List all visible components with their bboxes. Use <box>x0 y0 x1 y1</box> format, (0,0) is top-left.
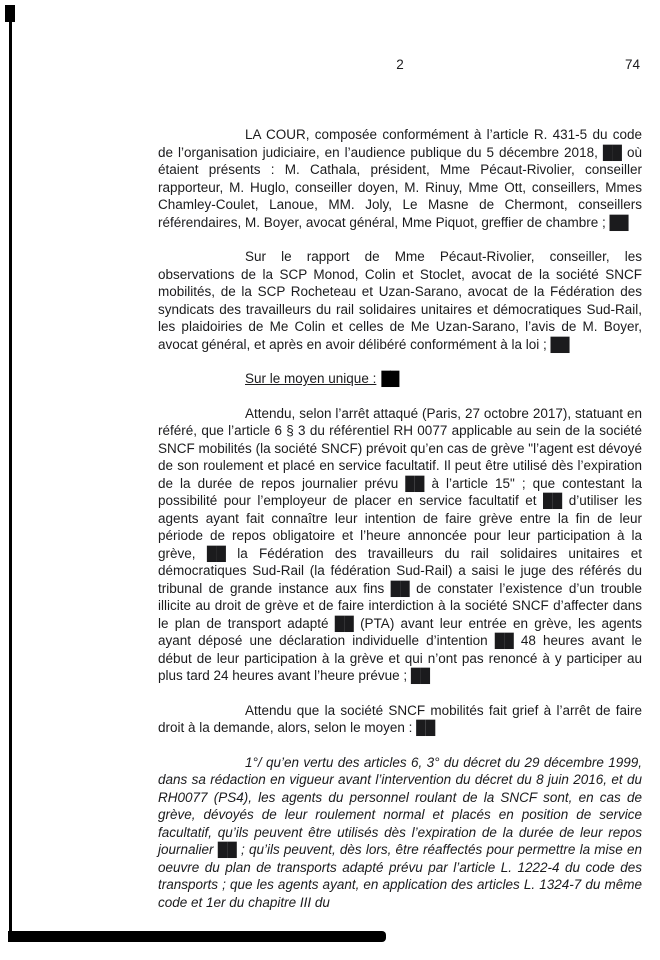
scan-artifact-bottom-edge <box>8 931 386 942</box>
paragraph-moyen-branche-1: 1°/ qu’en vertu des articles 6, 3° du décret du 29 décembre 1999, dans sa rédaction en vigueur avant l’intervention du décret du 8 juin 2016, et du RH0077 (PS4), les agents du personnel roulant de la SNCF sont, en cas de grève, dévoyés de leur roulement normal et placés en position de service facultatif, qu’ils peuvent être utilisés dès l’expiration de la durée de leur repos journalier ██ ; qu’ils peuvent, dès lors, être réaffectés pour permettre la mise en oeuvre du plan de transports adapté prévu par l’article L. 1222-4 du code des transports ; que les agents ayant, en application des articles L. 1324-7 du même code et 1er du chapitre III du <box>158 754 642 910</box>
section-heading <box>158 370 642 388</box>
document-body <box>158 126 642 928</box>
page-number: 2 <box>396 57 404 72</box>
folio-number: 74 <box>624 57 640 72</box>
scan-artifact-left-edge <box>9 14 12 936</box>
paragraph-attendu-arret: Attendu, selon l’arrêt attaqué (Paris, 27 octobre 2017), statuant en référé, que l’article 6 § 3 du référentiel RH 0077 applicable au sein de la société SNCF mobilités (la société SNCF) prévoit qu’en cas de grève "l’agent est dévoyé de son roulement et placé en service facultatif. Il peut être utilisé dès l’expiration de la durée de repos journalier prévu ██ à l’article 15" ; que contestant la possibilité pour l’employeur de placer en service facultatif et ██ d’utiliser les agents ayant fait connaître leur intention de faire grève entre la fin de leur période de repos obligatoire et l’heure annoncée pour leur participation à la grève, ██ la Fédération des travailleurs du rail solidaires unitaires et démocratiques Sud-Rail (la fédération Sud-Rail) a saisi le juge des référés du tribunal de grande instance aux fins ██ de constater l’existence d’un trouble illicite au droit de grève et de faire interdiction à la société SNCF d’affecter dans le plan de transport adapté ██ (PTA) avant leur entrée en grève, les agents ayant déposé une déclaration individuelle d’intention ██ 48 heures avant le début de leur participation à la grève et qui n’ont pas renoncé à y participer au plus tard 24 heures avant l’heure prévue ; ██ <box>158 405 642 683</box>
page-header <box>158 57 642 75</box>
redaction-mark: ██ <box>381 371 399 386</box>
paragraph-rapport-observations: Sur le rapport de Mme Pécaut-Rivolier, conseiller, les observations de la SCP Monod, Colin et Stoclet, avocat de la société SNCF mobilités, de la SCP Rocheteau et Uzan-Sarano, avocat de la Fédération des syndicats des travailleurs du rail solidaires unitaires et démocratiques Sud-Rail, les plaidoiries de Me Colin et celles de Me Uzan-Sarano, l’avis de M. Boyer, avocat général, et après en avoir délibéré conformément à la loi ; ██ <box>158 249 642 352</box>
section-heading-text: Sur le moyen unique : <box>245 371 377 386</box>
paragraph-attendu-grief: Attendu que la société SNCF mobilités fait grief à l’arrêt de faire droit à la demande, alors, selon le moyen : ██ <box>158 702 642 735</box>
paragraph-court-composition: LA COUR, composée conformément à l’article R. 431-5 du code de l’organisation judiciaire, en l’audience publique du 5 décembre 2018, ██ où étaient présents : M. Cathala, président, Mme Pécaut-Rivolier, conseiller rapporteur, M. Huglo, conseiller doyen, M. Rinuy, Mme Ott, conseillers, Mmes Chamley-Coulet, Lanoue, MM. Joly, Le Masne de Chermont, conseillers référendaires, M. Boyer, avocat général, Mme Piquot, greffier de chambre ; ██ <box>158 127 642 230</box>
